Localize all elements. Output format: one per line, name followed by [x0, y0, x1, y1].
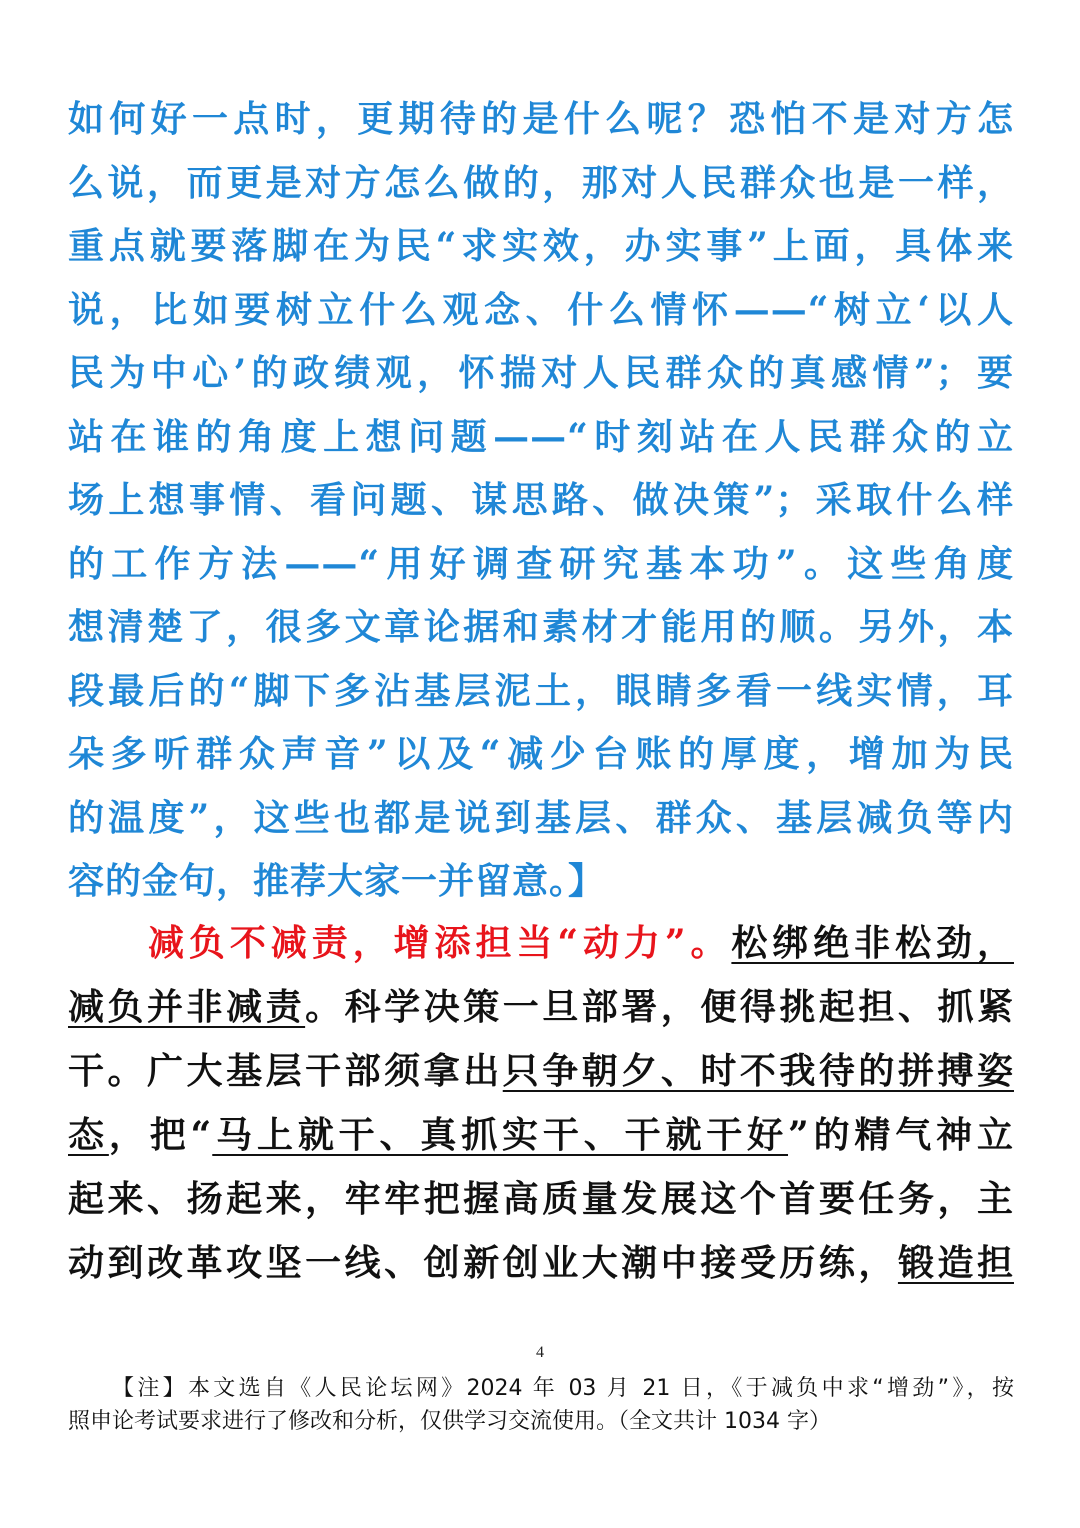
commentary-line: 民为中心’的政绩观，怀揣对人民群众的真感情”；要 — [68, 352, 1014, 394]
body-line: 起来、扬起来，牢牢把握高质量发展这个首要任务，主 — [68, 1178, 1014, 1220]
underlined-phrase: 只争朝夕、时不我待的拼搏姿 — [502, 1050, 1014, 1092]
commentary-paragraph — [68, 88, 1014, 914]
body-text: 干。广大基层干部须拿出 — [68, 1050, 503, 1092]
body-text: ，把“ — [108, 1114, 213, 1156]
body-line — [68, 1103, 1014, 1167]
commentary-line: 么说，而更是对方怎么做的，那对人民群众也是一样， — [68, 161, 1014, 204]
body-line — [68, 1039, 1014, 1103]
footnote-line: 【注】本文选自《人民论坛网》2024 年 03 月 21 日，《于减负中求“增劲”》，按 — [112, 1376, 1014, 1401]
commentary-line: 重点就要落脚在为民“求实效，办实事”上面，具体来 — [68, 225, 1014, 267]
underlined-phrase: 态 — [68, 1114, 109, 1156]
body-text: 动到改革攻坚一线、创新创业大潮中接受历练， — [68, 1242, 898, 1284]
commentary-line: 的温度”，这些也都是说到基层、群众、基层减负等内 — [68, 796, 1014, 839]
commentary-line: 朵多听群众声音”以及“减少台账的厚度，增加为民 — [68, 733, 1014, 775]
body-line — [68, 975, 1014, 1039]
body-text: 。科学决策一旦部署，便得挑起担、抓紧 — [305, 986, 1014, 1028]
body-line — [68, 911, 1014, 975]
underlined-phrase: 松绑绝非松劲， — [731, 922, 1014, 964]
commentary-line: 站在谁的角度上想问题——“时刻站在人民群众的立 — [68, 415, 1014, 458]
commentary-line: 如何好一点时，更期待的是什么呢？恐怕不是对方怎 — [68, 98, 1014, 140]
section-heading: 减负不减责，增添担当“动力”。 — [148, 922, 732, 964]
underlined-phrase: 马上就干、真抓实干、干就干好 — [212, 1114, 789, 1156]
page-number: 4 — [536, 1344, 544, 1361]
commentary-line: 说，比如要树立什么观念、什么情怀——“树立‘以人 — [68, 288, 1014, 331]
commentary-line: 场上想事情、看问题、谋思路、做决策”；采取什么样 — [68, 479, 1014, 521]
footnote-line: 照申论考试要求进行了修改和分析，仅供学习交流使用。（全文共计 1034 字） — [68, 1409, 831, 1434]
body-text: ”的精气神立 — [788, 1114, 1014, 1156]
commentary-line: 想清楚了，很多文章论据和素材才能用的顺。另外，本 — [68, 606, 1014, 648]
underlined-phrase: 锻造担 — [897, 1242, 1014, 1284]
underlined-phrase: 减负并非减责 — [68, 986, 306, 1028]
commentary-line: 段最后的“脚下多沾基层泥土，眼睛多看一线实情，耳 — [68, 669, 1014, 712]
footnote — [68, 1372, 1014, 1438]
body-line — [68, 1231, 1014, 1295]
commentary-line: 容的金句，推荐大家一并留意。】 — [68, 860, 606, 902]
body-paragraph — [68, 911, 1014, 1295]
commentary-line: 的工作方法——“用好调查研究基本功”。这些角度 — [68, 542, 1014, 585]
